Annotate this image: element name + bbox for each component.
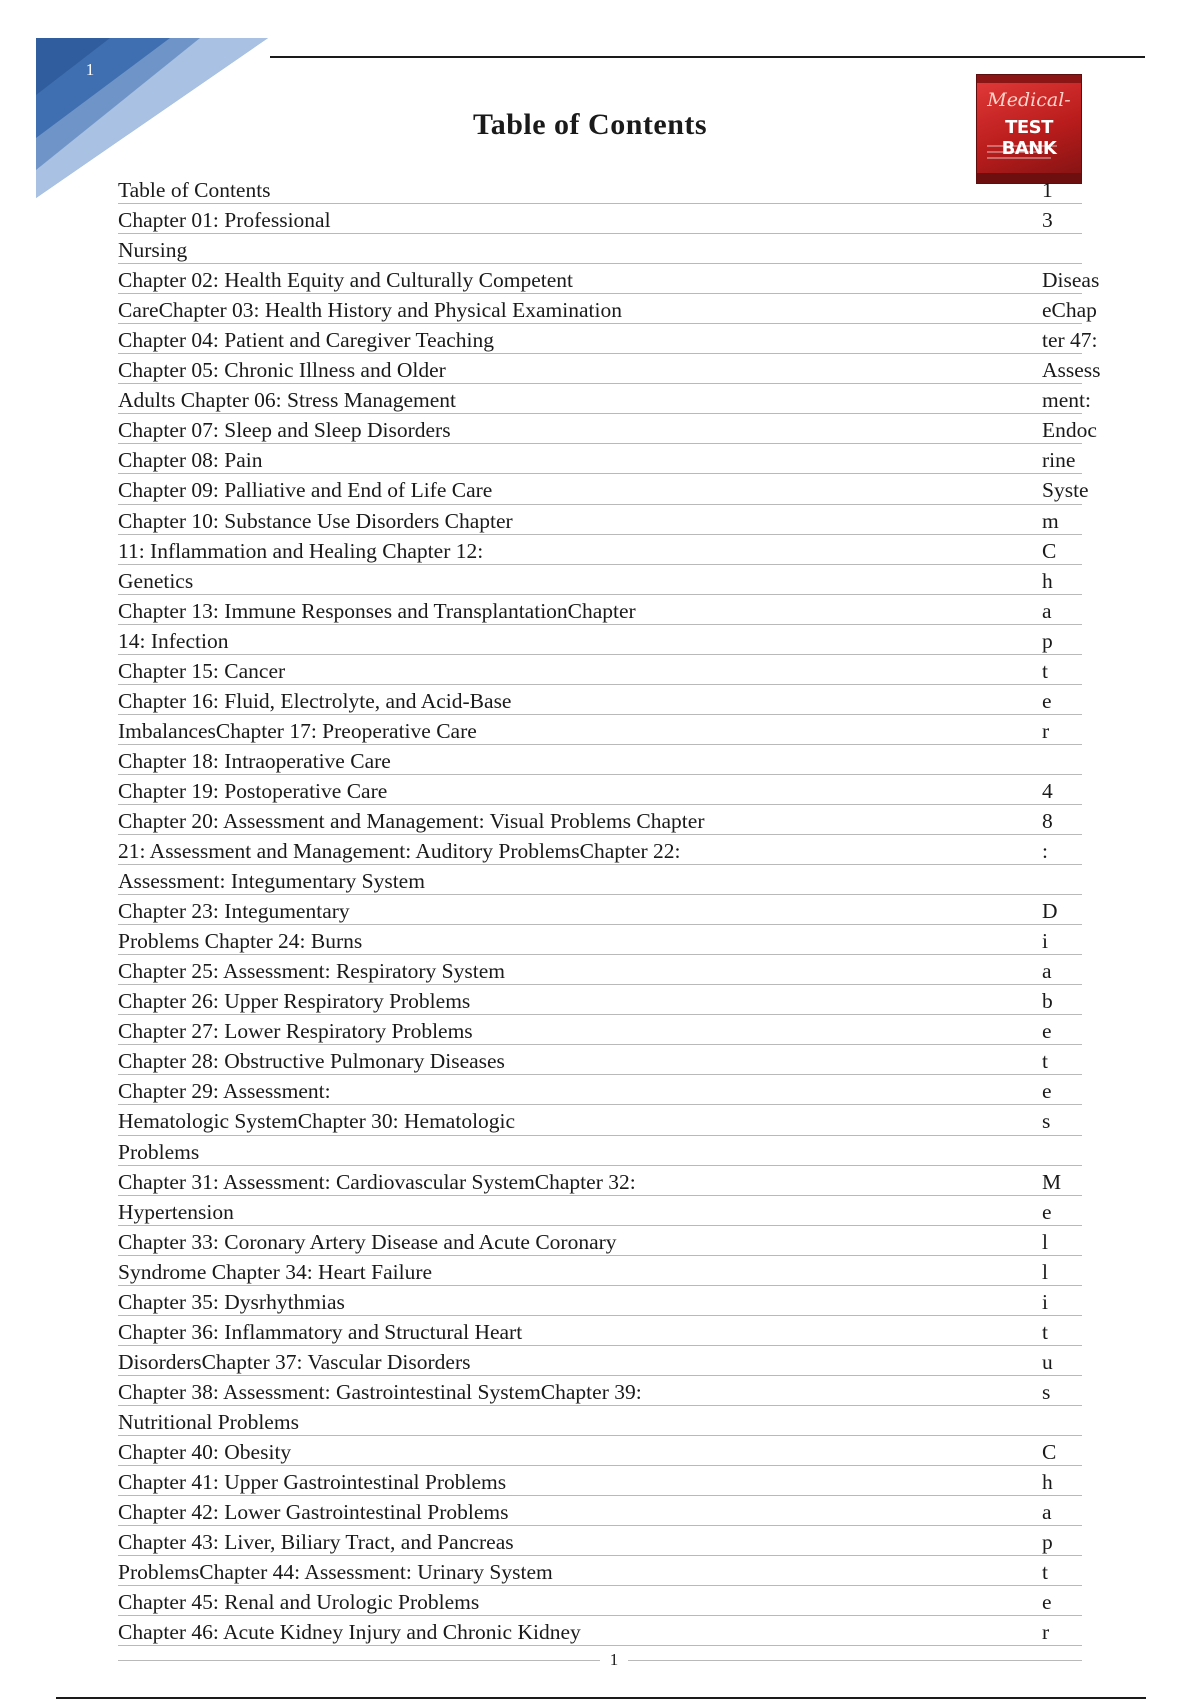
toc-entry-label: Nutritional Problems	[118, 1409, 299, 1434]
toc-entry-label: Genetics	[118, 568, 194, 593]
toc-entry-label: Chapter 28: Obstructive Pulmonary Diseases	[118, 1049, 505, 1074]
toc-entry-text	[118, 597, 1128, 625]
toc-entry-text	[118, 777, 1128, 805]
toc-entry-rule	[118, 323, 1082, 324]
toc-entry-rule	[118, 654, 1082, 655]
toc-entry-text	[118, 1438, 1128, 1466]
toc-entry-label: Chapter 36: Inflammatory and Structural Heart	[118, 1319, 523, 1344]
toc-entry-rule	[118, 1495, 1082, 1496]
toc-entry[interactable]	[118, 1017, 1128, 1047]
toc-entry[interactable]	[118, 266, 1128, 296]
toc-list	[118, 176, 1128, 1648]
toc-entry[interactable]	[118, 1438, 1128, 1468]
toc-entry-text	[118, 296, 1128, 324]
toc-entry-label: Chapter 31: Assessment: Cardiovascular SystemChapter 32:	[118, 1169, 636, 1194]
toc-entry-label: Chapter 08: Pain	[118, 448, 263, 473]
toc-entry-page: p	[1042, 1530, 1053, 1555]
toc-entry[interactable]	[118, 1288, 1128, 1318]
toc-entry-label: Chapter 01: Professional	[118, 208, 331, 233]
toc-entry-label: Syndrome Chapter 34: Heart Failure	[118, 1259, 433, 1284]
toc-entry-rule	[118, 594, 1082, 595]
toc-entry-page: i	[1042, 929, 1048, 954]
toc-entry-text	[118, 1138, 1128, 1166]
toc-entry-label: Chapter 43: Liver, Biliary Tract, and Pancreas	[118, 1530, 514, 1555]
cover-fine-line	[987, 157, 1051, 159]
toc-entry-label: Chapter 20: Assessment and Management: Visual Problems Chapter	[118, 808, 705, 833]
toc-entry-label: ProblemsChapter 44: Assessment: Urinary System	[118, 1560, 553, 1585]
toc-entry-text	[118, 537, 1128, 565]
toc-entry-page: h	[1042, 568, 1053, 593]
toc-entry-rule	[118, 954, 1082, 955]
toc-entry-rule	[118, 443, 1082, 444]
toc-entry[interactable]	[118, 1258, 1128, 1288]
toc-entry-label: Adults Chapter 06: Stress Management	[118, 388, 456, 413]
toc-entry-label: Chapter 29: Assessment:	[118, 1079, 331, 1104]
toc-entry-page: t	[1042, 1560, 1048, 1585]
toc-entry-label: Chapter 26: Upper Respiratory Problems	[118, 989, 471, 1014]
toc-entry-page: i	[1042, 1289, 1048, 1314]
toc-entry-rule	[118, 1615, 1082, 1616]
toc-entry-rule	[118, 804, 1082, 805]
page-title: Table of Contents	[472, 108, 708, 141]
toc-entry-label: Chapter 19: Postoperative Care	[118, 778, 388, 803]
toc-entry-text	[118, 1348, 1128, 1376]
toc-entry-text	[118, 867, 1128, 895]
toc-entry-text	[118, 1017, 1128, 1045]
toc-entry-page: ment:	[1042, 388, 1091, 413]
book-cover-image	[977, 75, 1081, 183]
toc-entry-page: C	[1042, 1439, 1057, 1464]
toc-entry[interactable]	[118, 717, 1128, 747]
toc-entry-page: e	[1042, 1079, 1052, 1104]
toc-entry-rule	[118, 624, 1082, 625]
toc-entry-label: Chapter 15: Cancer	[118, 658, 286, 683]
toc-entry-label: Nursing	[118, 238, 188, 263]
toc-entry[interactable]	[118, 446, 1128, 476]
toc-entry[interactable]	[118, 1047, 1128, 1077]
toc-entry-rule	[118, 1135, 1082, 1136]
toc-entry-rule	[118, 293, 1082, 294]
toc-entry-label: Hematologic SystemChapter 30: Hematologic	[118, 1109, 516, 1134]
toc-entry[interactable]	[118, 657, 1128, 687]
toc-entry-page: D	[1042, 899, 1058, 924]
toc-entry-text	[118, 1168, 1128, 1196]
toc-entry-rule	[118, 564, 1082, 565]
toc-entry-text	[118, 416, 1128, 444]
toc-entry[interactable]	[118, 296, 1128, 326]
toc-entry-page: :	[1042, 839, 1048, 864]
toc-entry-page: s	[1042, 1109, 1051, 1134]
toc-entry-page: l	[1042, 1259, 1048, 1284]
toc-entry-text	[118, 1077, 1128, 1105]
cover-fine-line	[987, 151, 1043, 153]
toc-entry-page: u	[1042, 1349, 1053, 1374]
toc-entry-text	[118, 1288, 1128, 1316]
toc-entry-page: a	[1042, 959, 1052, 984]
toc-entry-label: DisordersChapter 37: Vascular Disorders	[118, 1349, 471, 1374]
toc-entry-page: r	[1042, 1620, 1050, 1645]
toc-entry[interactable]	[118, 386, 1128, 416]
header-page-number: 1	[85, 60, 95, 79]
toc-entry-rule	[118, 1525, 1082, 1526]
toc-entry-rule	[118, 504, 1082, 505]
toc-entry-rule	[118, 353, 1082, 354]
toc-entry-label: Chapter 02: Health Equity and Culturally Competent	[118, 268, 573, 293]
toc-entry[interactable]	[118, 837, 1128, 867]
toc-entry-rule	[118, 1044, 1082, 1045]
toc-entry-rule	[118, 1405, 1082, 1406]
toc-entry-label: Chapter 13: Immune Responses and TransplantationChapter	[118, 598, 636, 623]
toc-entry-rule	[118, 774, 1082, 775]
toc-entry-page: a	[1042, 1500, 1052, 1525]
cover-stripe	[977, 75, 1081, 83]
toc-entry-page: rine	[1042, 448, 1076, 473]
toc-entry-text	[118, 1318, 1128, 1346]
toc-entry-label: Chapter 35: Dysrhythmias	[118, 1289, 345, 1314]
toc-entry[interactable]	[118, 1107, 1128, 1137]
toc-entry-rule	[118, 1225, 1082, 1226]
toc-entry-page: e	[1042, 688, 1052, 713]
toc-entry-text	[118, 687, 1128, 715]
toc-entry[interactable]	[118, 1348, 1128, 1378]
toc-entry[interactable]	[118, 597, 1128, 627]
toc-entry-page: 8	[1042, 808, 1053, 833]
toc-entry-page: t	[1042, 1049, 1048, 1074]
toc-entry-rule	[118, 413, 1082, 414]
toc-entry-text	[118, 266, 1128, 294]
toc-entry-label: Problems	[118, 1139, 200, 1164]
toc-entry-page: m	[1042, 508, 1059, 533]
toc-entry[interactable]	[118, 687, 1128, 717]
toc-entry-label: Chapter 16: Fluid, Electrolyte, and Acid-Base	[118, 688, 512, 713]
toc-entry-page: e	[1042, 1590, 1052, 1615]
toc-entry-label: Chapter 23: Integumentary	[118, 899, 350, 924]
cover-brand: Medical-	[987, 89, 1071, 111]
toc-entry-rule	[118, 1585, 1082, 1586]
toc-entry-label: Problems Chapter 24: Burns	[118, 929, 363, 954]
toc-entry-rule	[118, 1285, 1082, 1286]
toc-entry-label: Chapter 18: Intraoperative Care	[118, 748, 391, 773]
toc-entry-rule	[118, 1104, 1082, 1105]
toc-entry-rule	[118, 924, 1082, 925]
toc-entry[interactable]	[118, 1588, 1128, 1618]
toc-entry-text	[118, 356, 1128, 384]
toc-entry-rule	[118, 1255, 1082, 1256]
toc-entry[interactable]	[118, 867, 1128, 897]
toc-entry-text	[118, 236, 1128, 264]
toc-entry-page: C	[1042, 538, 1057, 563]
toc-entry[interactable]	[118, 176, 1128, 206]
toc-entry-text	[118, 1588, 1128, 1616]
toc-entry-text	[118, 1198, 1128, 1226]
toc-entry-rule	[118, 1345, 1082, 1346]
toc-entry-text	[118, 1558, 1128, 1586]
toc-entry[interactable]	[118, 1558, 1128, 1588]
toc-entry[interactable]	[118, 777, 1128, 807]
toc-entry[interactable]	[118, 537, 1128, 567]
toc-entry-rule	[118, 894, 1082, 895]
toc-entry-label: Chapter 38: Assessment: Gastrointestinal SystemChapter 39:	[118, 1379, 642, 1404]
toc-entry-page: h	[1042, 1470, 1053, 1495]
toc-entry-text	[118, 717, 1128, 745]
toc-entry[interactable]	[118, 236, 1128, 266]
toc-entry-text	[118, 446, 1128, 474]
toc-entry[interactable]	[118, 1468, 1128, 1498]
toc-entry-label: 14: Infection	[118, 628, 229, 653]
toc-entry-rule	[118, 383, 1082, 384]
toc-entry-label: 11: Inflammation and Healing Chapter 12:	[118, 538, 484, 563]
toc-entry-rule	[118, 1074, 1082, 1075]
toc-entry-page: 1	[1042, 178, 1053, 202]
toc-entry-text	[118, 897, 1128, 925]
bottom-rule	[56, 1697, 1146, 1699]
toc-entry-rule	[118, 203, 1082, 204]
toc-entry-label: CareChapter 03: Health History and Physical Examination	[118, 298, 622, 323]
toc-entry-rule	[118, 1014, 1082, 1015]
toc-entry-label: Chapter 33: Coronary Artery Disease and Acute Coronary	[118, 1229, 617, 1254]
toc-entry[interactable]	[118, 747, 1128, 777]
toc-entry[interactable]	[118, 1138, 1128, 1168]
toc-entry-rule	[118, 684, 1082, 685]
toc-entry[interactable]	[118, 927, 1128, 957]
toc-entry-text	[118, 176, 1128, 204]
toc-entry-rule	[118, 1195, 1082, 1196]
toc-entry[interactable]	[118, 507, 1128, 537]
toc-entry[interactable]	[118, 356, 1128, 386]
toc-entry[interactable]	[118, 807, 1128, 837]
toc-entry-page: t	[1042, 1319, 1048, 1344]
toc-entry-label: Chapter 40: Obesity	[118, 1439, 292, 1464]
toc-entry-rule	[118, 1465, 1082, 1466]
toc-entry[interactable]	[118, 1498, 1128, 1528]
toc-entry-rule	[118, 233, 1082, 234]
toc-entry-label: Table of Contents	[118, 178, 271, 202]
toc-entry-text	[118, 1047, 1128, 1075]
toc-entry-rule	[118, 834, 1082, 835]
toc-entry-label: Chapter 27: Lower Respiratory Problems	[118, 1019, 473, 1044]
toc-entry-rule	[118, 744, 1082, 745]
toc-entry-text	[118, 476, 1128, 504]
toc-entry-text	[118, 987, 1128, 1015]
toc-entry-text	[118, 1378, 1128, 1406]
toc-entry-page: Assess	[1042, 358, 1101, 383]
toc-entry-rule	[118, 1645, 1082, 1646]
toc-entry-label: 21: Assessment and Management: Auditory ProblemsChapter 22:	[118, 839, 681, 864]
toc-entry-label: Chapter 25: Assessment: Respiratory System	[118, 959, 505, 984]
toc-entry-page: l	[1042, 1229, 1048, 1254]
toc-entry-label: Chapter 42: Lower Gastrointestinal Problems	[118, 1500, 509, 1525]
toc-entry[interactable]	[118, 1528, 1128, 1558]
toc-entry-page: M	[1042, 1169, 1062, 1194]
toc-entry[interactable]	[118, 1168, 1128, 1198]
toc-entry-text	[118, 1618, 1128, 1646]
toc-entry[interactable]	[118, 1198, 1128, 1228]
toc-entry-rule	[118, 864, 1082, 865]
toc-entry-page: a	[1042, 598, 1052, 623]
toc-entry-text	[118, 1498, 1128, 1526]
toc-entry[interactable]	[118, 957, 1128, 987]
toc-entry[interactable]	[118, 476, 1128, 506]
toc-entry[interactable]	[118, 987, 1128, 1017]
toc-entry-label: Chapter 07: Sleep and Sleep Disorders	[118, 418, 451, 443]
toc-entry-text	[118, 206, 1128, 234]
toc-entry-label: Chapter 10: Substance Use Disorders Chapter	[118, 508, 513, 533]
toc-entry-label: Chapter 05: Chronic Illness and Older	[118, 358, 446, 383]
toc-entry-rule	[118, 1555, 1082, 1556]
toc-entry[interactable]	[118, 206, 1128, 236]
toc-entry-page: b	[1042, 989, 1053, 1014]
toc-entry-page: e	[1042, 1019, 1052, 1044]
toc-entry-label: Hypertension	[118, 1199, 234, 1224]
cover-fine-line	[987, 145, 1057, 147]
toc-entry-page: Syste	[1042, 478, 1089, 503]
toc-entry-text	[118, 927, 1128, 955]
toc-entry-text	[118, 567, 1128, 595]
toc-entry-label: Assessment: Integumentary System	[118, 869, 425, 894]
toc-entry-text	[118, 326, 1128, 354]
toc-entry-text	[118, 1468, 1128, 1496]
toc-entry-label: Chapter 45: Renal and Urologic Problems	[118, 1590, 480, 1615]
toc-entry[interactable]	[118, 1618, 1128, 1648]
toc-entry[interactable]	[118, 1378, 1128, 1408]
toc-entry[interactable]	[118, 416, 1128, 446]
toc-entry-rule	[118, 984, 1082, 985]
toc-entry-text	[118, 747, 1128, 775]
toc-entry-page: 3	[1042, 208, 1053, 233]
toc-entry-text	[118, 507, 1128, 535]
toc-entry-label: Chapter 04: Patient and Caregiver Teaching	[118, 328, 495, 353]
toc-entry-page: Diseas	[1042, 268, 1100, 293]
toc-entry-rule	[118, 1165, 1082, 1166]
toc-entry[interactable]	[118, 1408, 1128, 1438]
toc-entry[interactable]	[118, 627, 1128, 657]
toc-entry-rule	[118, 1435, 1082, 1436]
toc-entry-page: ter 47:	[1042, 328, 1098, 353]
toc-entry[interactable]	[118, 1228, 1128, 1258]
toc-entry-page: e	[1042, 1199, 1052, 1224]
toc-entry-text	[118, 1107, 1128, 1135]
toc-entry-text	[118, 957, 1128, 985]
toc-entry-page: 4	[1042, 778, 1053, 803]
toc-entry-page: r	[1042, 718, 1050, 743]
toc-entry-text	[118, 807, 1128, 835]
toc-entry-text	[118, 657, 1128, 685]
footer-page-number: 1	[600, 1650, 628, 1670]
toc-entry-page: eChap	[1042, 298, 1097, 323]
toc-entry-page: p	[1042, 628, 1053, 653]
toc-entry-rule	[118, 1315, 1082, 1316]
toc-entry[interactable]	[118, 326, 1128, 356]
toc-entry-page: s	[1042, 1379, 1051, 1404]
toc-entry-text	[118, 1528, 1128, 1556]
toc-entry-rule	[118, 534, 1082, 535]
toc-entry-label: Chapter 46: Acute Kidney Injury and Chronic Kidney	[118, 1620, 581, 1645]
toc-entry-text	[118, 386, 1128, 414]
toc-entry-page: Endoc	[1042, 418, 1097, 443]
toc-entry-text	[118, 837, 1128, 865]
toc-entry[interactable]	[118, 897, 1128, 927]
toc-entry-label: ImbalancesChapter 17: Preoperative Care	[118, 718, 477, 743]
cover-badge: TEST BANK	[1001, 117, 1057, 159]
toc-entry-rule	[118, 263, 1082, 264]
toc-entry[interactable]	[118, 567, 1128, 597]
toc-entry-page: t	[1042, 658, 1048, 683]
toc-entry[interactable]	[118, 1318, 1128, 1348]
top-rule	[270, 56, 1145, 58]
toc-entry-rule	[118, 714, 1082, 715]
toc-entry[interactable]	[118, 1077, 1128, 1107]
toc-entry-text	[118, 627, 1128, 655]
toc-entry-rule	[118, 473, 1082, 474]
toc-entry-label: Chapter 09: Palliative and End of Life Care	[118, 478, 493, 503]
toc-entry-text	[118, 1228, 1128, 1256]
toc-entry-label: Chapter 41: Upper Gastrointestinal Problems	[118, 1470, 507, 1495]
toc-entry-text	[118, 1258, 1128, 1286]
toc-entry-text	[118, 1408, 1128, 1436]
toc-entry-rule	[118, 1375, 1082, 1376]
